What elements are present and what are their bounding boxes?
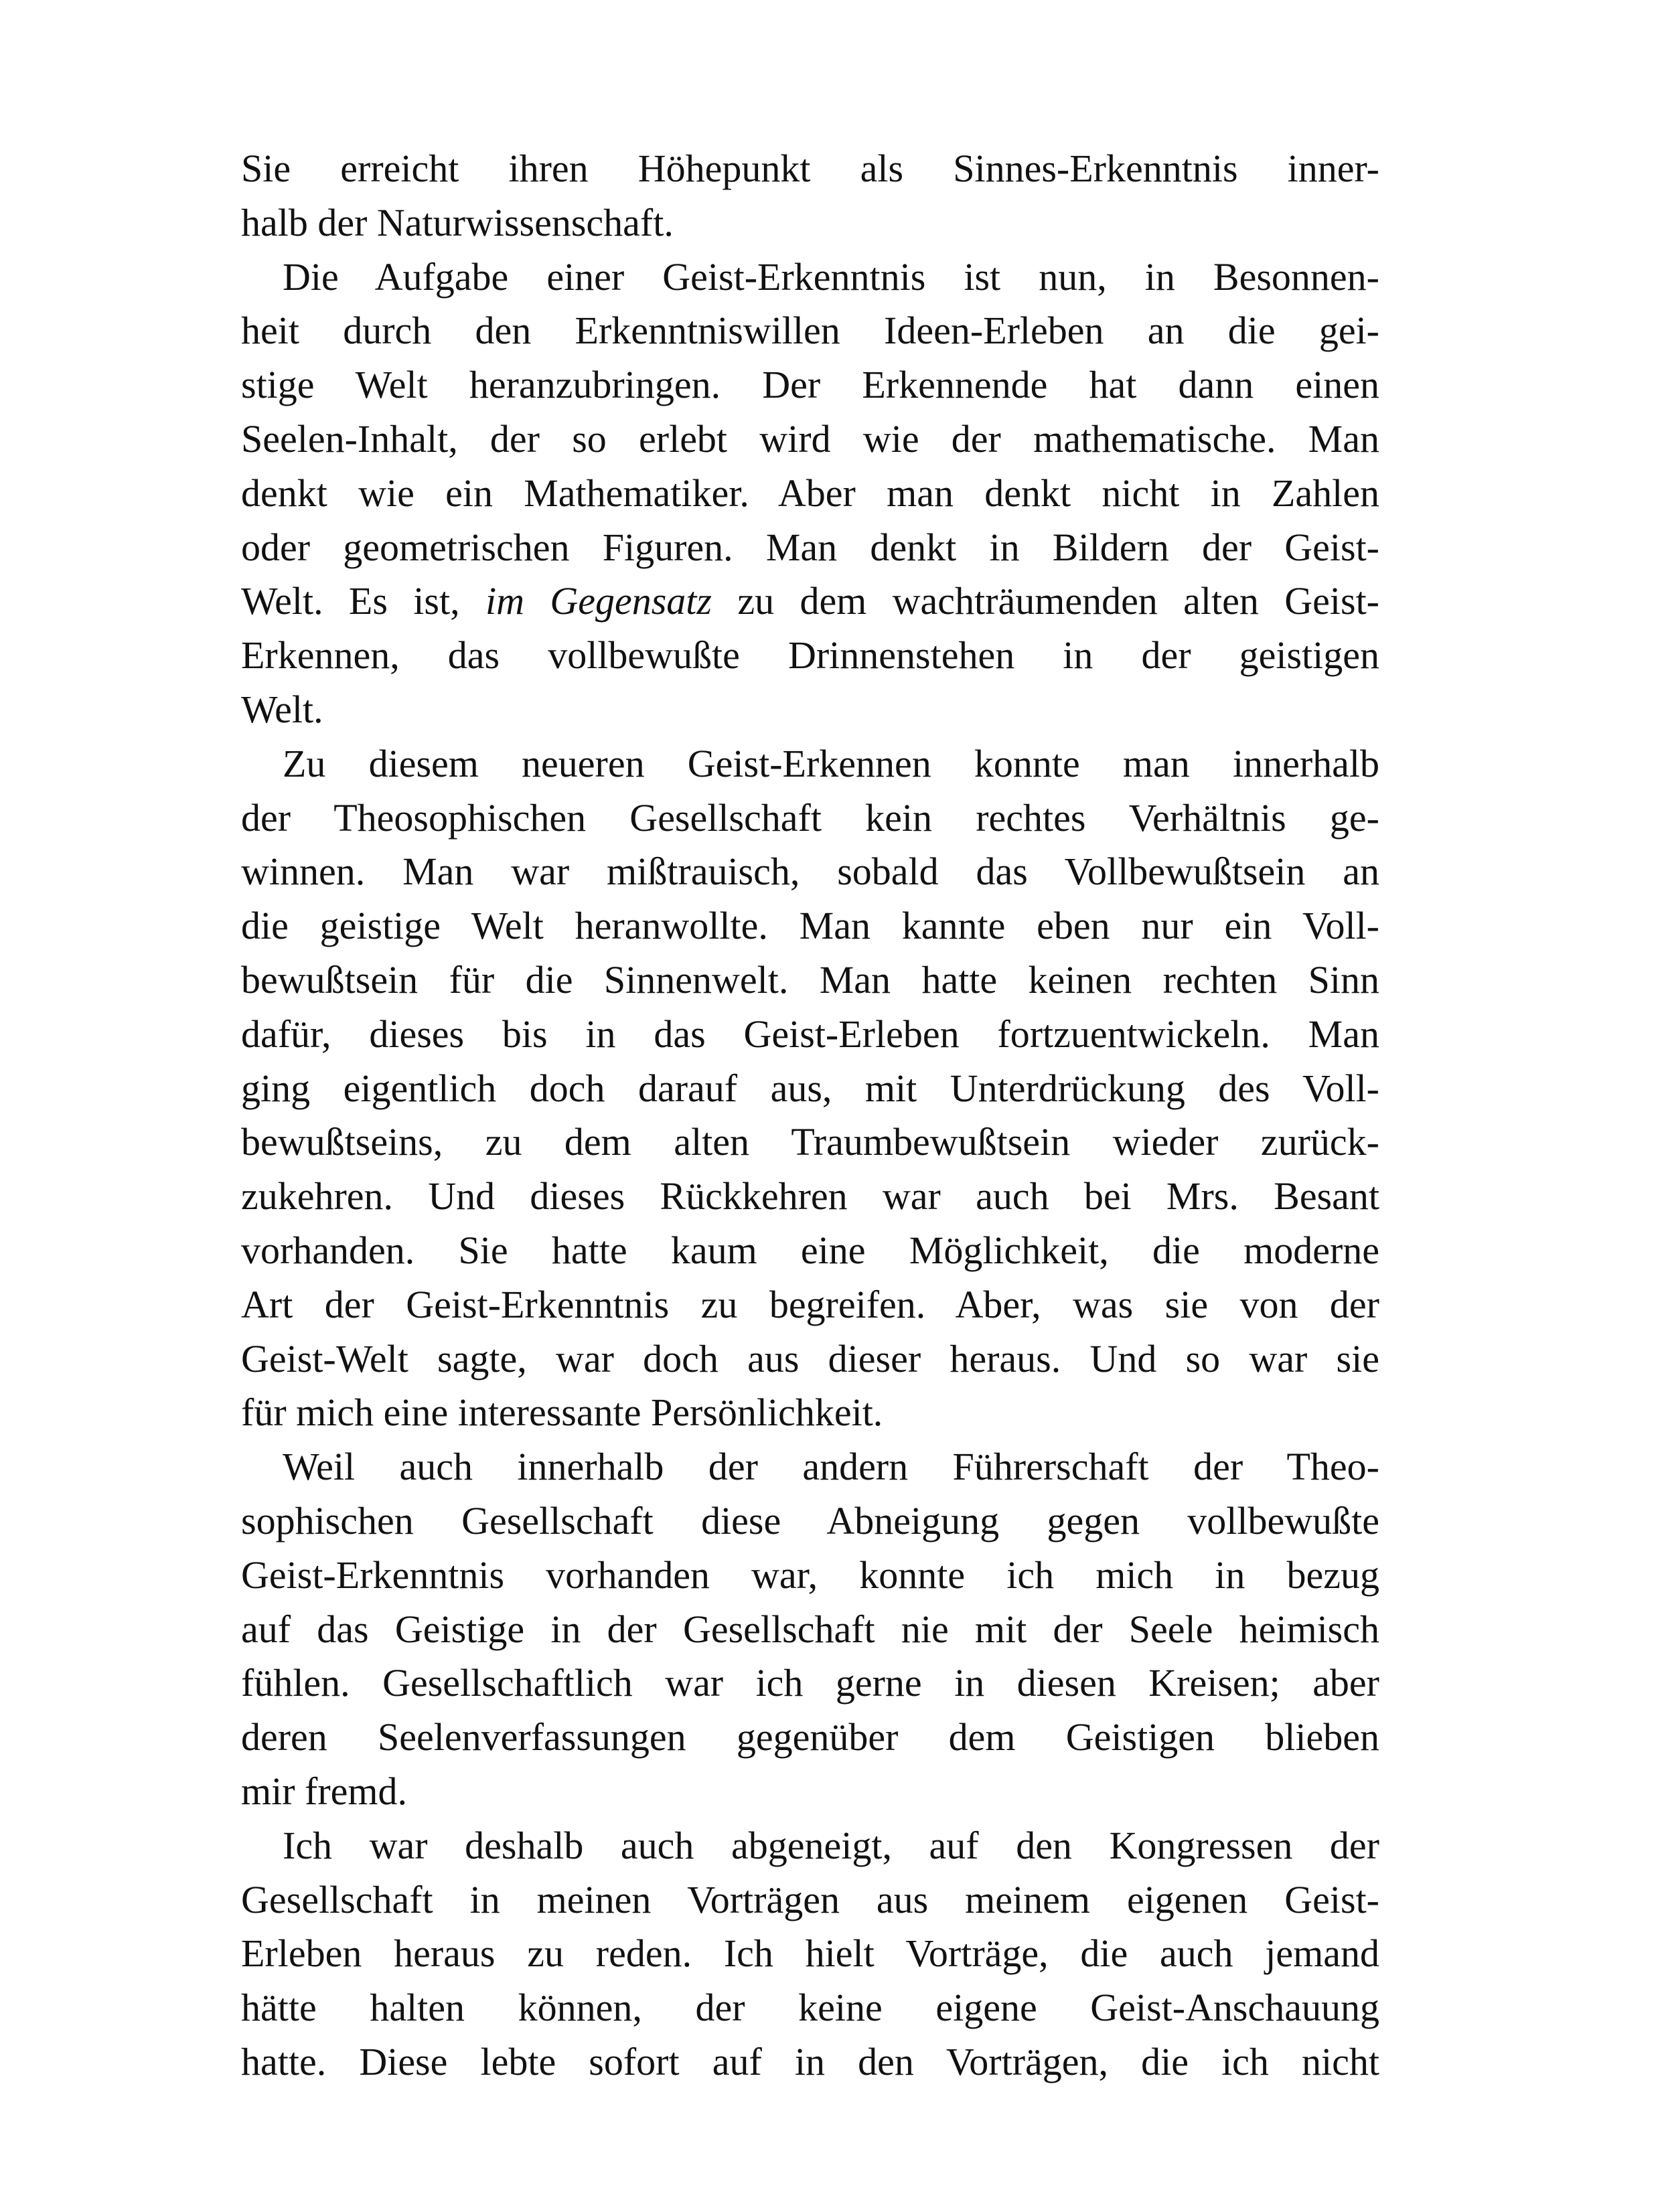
paragraph [241, 250, 1379, 737]
text-line: hatte. Diese lebte sofort auf in den Vorträgen, die ich nicht [241, 2039, 1379, 2083]
text-line: Welt. [241, 687, 323, 731]
paragraph [241, 142, 1379, 250]
text-line: der Theosophischen Gesellschaft kein rechtes Verhältnis ge- [241, 795, 1379, 840]
text-line: vorhanden. Sie hatte kaum eine Möglichkeit, die moderne [241, 1228, 1379, 1272]
text-line: Art der Geist-Erkenntnis zu begreifen. Aber, was sie von der [241, 1282, 1379, 1326]
text-line: Seelen-Inhalt, der so erlebt wird wie der mathematische. Man [241, 416, 1379, 461]
text-line: Erkennen, das vollbewußte Drinnenstehen in der geistigen [241, 633, 1379, 678]
text-line: ging eigentlich doch darauf aus, mit Unterdrückung des Voll- [241, 1066, 1379, 1110]
text-line: für mich eine interessante Persönlichkeit. [241, 1391, 883, 1435]
text-line: Gesellschaft in meinen Vorträgen aus meinem eigenen Geist- [241, 1877, 1379, 1921]
body-text [241, 142, 1379, 2089]
text-line: sophischen Gesellschaft diese Abneigung gegen vollbewußte [241, 1498, 1379, 1543]
text-line: deren Seelenverfassungen gegenüber dem Geistigen blieben [241, 1715, 1379, 1759]
paragraph [241, 1440, 1379, 1819]
text-line: Ich war deshalb auch abgeneigt, auf den Kongressen der [283, 1823, 1379, 1867]
text-fragment: Welt. Es ist, [241, 579, 485, 623]
text-line: Erleben heraus zu reden. Ich hielt Vorträge, die auch jemand [241, 1931, 1379, 1976]
text-line: dafür, dieses bis in das Geist-Erleben fortzuentwickeln. Man [241, 1012, 1379, 1056]
text-line: Geist-Welt sagte, war doch aus dieser heraus. Und so war sie [241, 1336, 1379, 1380]
text-line: heit durch den Erkenntniswillen Ideen-Erleben an die gei- [241, 309, 1379, 353]
text-line: Die Aufgabe einer Geist-Erkenntnis ist nun, in Besonnen- [283, 254, 1379, 299]
text-line: Weil auch innerhalb der andern Führerschaft der Theo- [283, 1445, 1379, 1489]
text-line: halb der Naturwissenschaft. [241, 200, 674, 244]
text-line: bewußtseins, zu dem alten Traumbewußtsein wieder zurück- [241, 1120, 1379, 1164]
text-line: hätte halten können, der keine eigene Geist-Anschauung [241, 1986, 1379, 2030]
text-line: zukehren. Und dieses Rückkehren war auch bei Mrs. Besant [241, 1174, 1379, 1218]
paragraph [241, 737, 1379, 1440]
text-line: winnen. Man war mißtrauisch, sobald das Vollbewußtsein an [241, 850, 1379, 894]
text-line: fühlen. Gesellschaftlich war ich gerne in diesen Kreisen; aber [241, 1661, 1379, 1705]
text-line: Zu diesem neueren Geist-Erkennen konnte man innerhalb [283, 741, 1379, 785]
text-line: auf das Geistige in der Gesellschaft nie mit der Seele heimisch [241, 1607, 1379, 1651]
text-line: mir fremd. [241, 1769, 408, 1813]
text-line: die geistige Welt heranwollte. Man kannte eben nur ein Voll- [241, 904, 1379, 948]
emphasis-text: im Gegensatz [485, 579, 712, 623]
text-line: denkt wie ein Mathematiker. Aber man denkt nicht in Zahlen [241, 471, 1379, 515]
paragraph [241, 1819, 1379, 2089]
text-line: stige Welt heranzubringen. Der Erkennende hat dann einen [241, 363, 1379, 407]
text-line: oder geometrischen Figuren. Man denkt in Bildern der Geist- [241, 525, 1379, 569]
text-line: Sie erreicht ihren Höhepunkt als Sinnes-Erkenntnis inner- [241, 147, 1379, 190]
text-line: Geist-Erkenntnis vorhanden war, konnte ich mich in bezug [241, 1553, 1379, 1597]
text-fragment: zu dem wachträumenden alten Geist- [711, 579, 1379, 623]
text-line-with-emphasis [241, 574, 1379, 629]
text-line: bewußtsein für die Sinnenwelt. Man hatte keinen rechten Sinn [241, 957, 1379, 1002]
